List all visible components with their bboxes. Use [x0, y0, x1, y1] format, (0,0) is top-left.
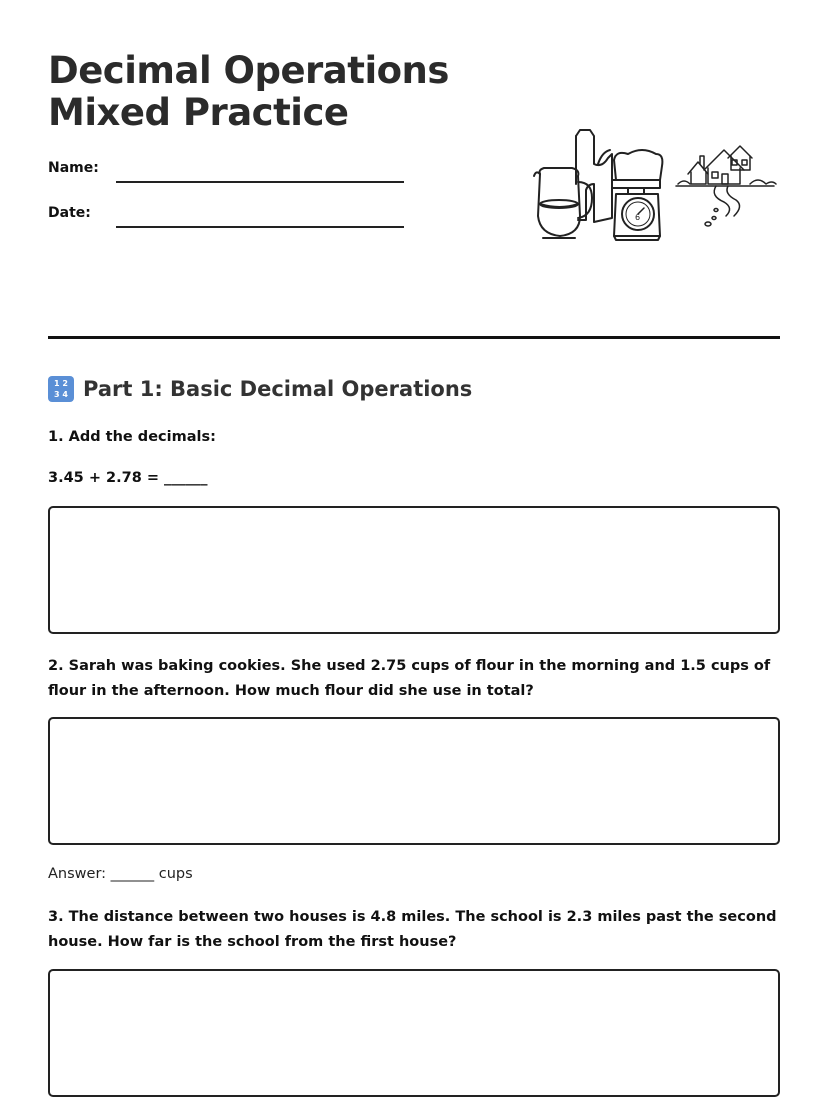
question-3-answer-box[interactable]: [48, 969, 780, 1097]
date-field[interactable]: [48, 205, 404, 229]
question-3-prompt: 3. The distance between two houses is 4.8 miles. The school is 2.3 miles past the second house. How far is the school from the first house?: [48, 909, 777, 950]
kitchen-scale-icon: [612, 150, 662, 240]
title-line-1: Decimal Operations: [48, 49, 449, 92]
question-1-answer-box[interactable]: [48, 506, 780, 634]
milk-carton-icon: [576, 130, 612, 222]
name-label: Name:: [48, 160, 99, 176]
numbers-icon: 1 2 3 4: [48, 376, 74, 402]
question-1-prompt: 1. Add the decimals:: [48, 429, 216, 445]
pitcher-icon: [534, 168, 592, 238]
question-2-prompt: 2. Sarah was baking cookies. She used 2.75 cups of flour in the morning and 1.5 cups of flour in the afternoon. How much flour did she use in total?: [48, 658, 771, 699]
title-line-2: Mixed Practice: [48, 91, 349, 134]
question-2-answer-box[interactable]: [48, 717, 780, 845]
part1-heading: [48, 374, 472, 404]
worksheet-illustration: [528, 124, 778, 244]
svg-text:6: 6: [635, 213, 641, 222]
date-line[interactable]: [116, 226, 404, 228]
section-divider: [48, 336, 780, 339]
name-field[interactable]: [48, 160, 404, 184]
date-label: Date:: [48, 205, 91, 221]
name-line[interactable]: [116, 181, 404, 183]
worksheet-title: [48, 50, 449, 134]
question-1-equation: 3.45 + 2.78 = ______: [48, 470, 208, 486]
question-2-answer-line: Answer: ______ cups: [48, 866, 193, 882]
part1-heading-text: Part 1: Basic Decimal Operations: [83, 377, 473, 401]
houses-path-icon: [676, 146, 776, 226]
